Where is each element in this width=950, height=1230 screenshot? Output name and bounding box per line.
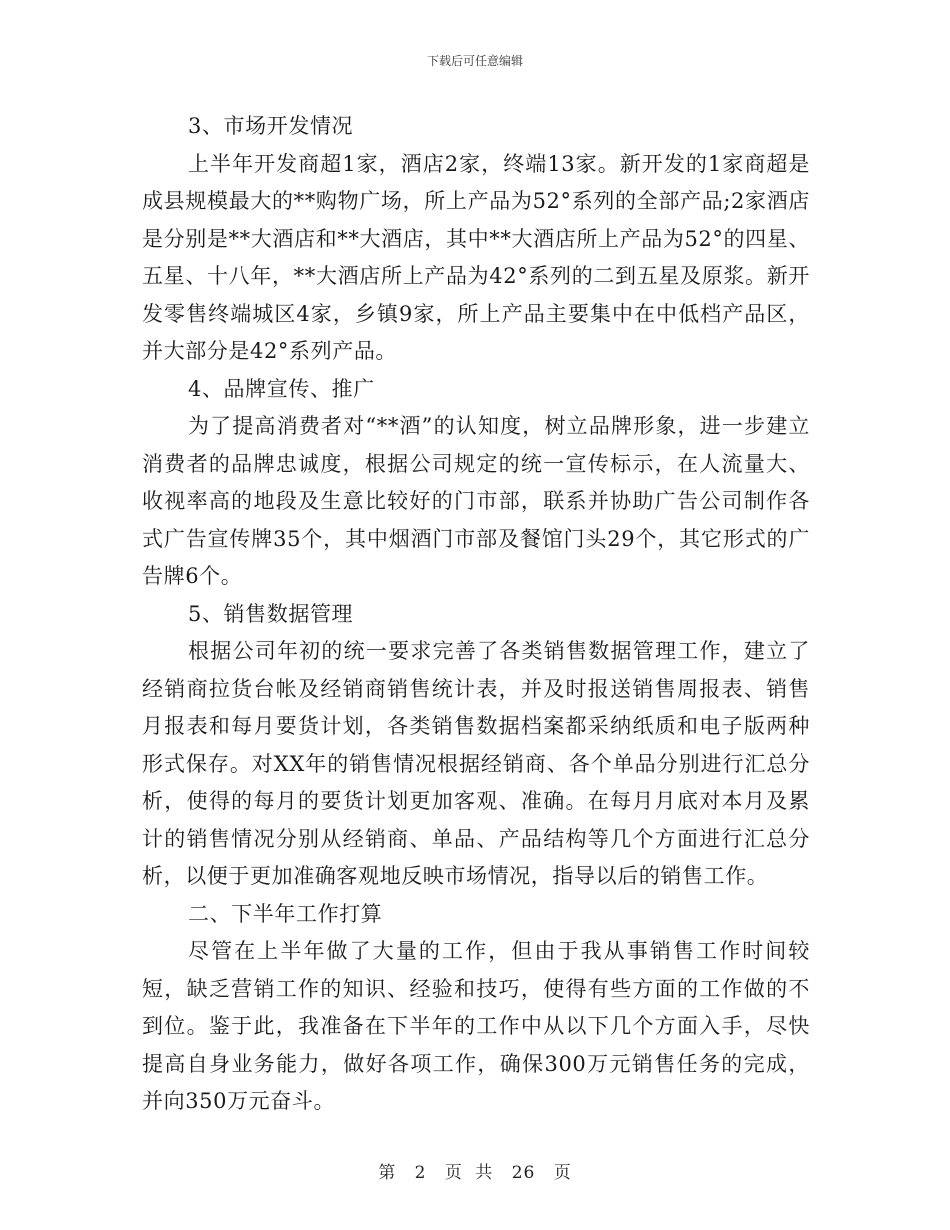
section-heading: 3、市场开发情况: [188, 114, 354, 138]
document-body: [142, 108, 810, 1121]
footer-total-pages: 26: [511, 1163, 536, 1183]
footer-prefix: 第: [378, 1163, 397, 1183]
footer-suffix: 页: [553, 1163, 572, 1183]
footer-middle: 页 共: [444, 1163, 494, 1183]
section-heading: 5、销售数据管理: [188, 601, 354, 626]
page-header-note: 下载后可任意编辑: [426, 54, 523, 68]
section-paragraph: 根据公司年初的统一要求完善了各类销售数据管理工作，建立了经销商拉货台帐及经销商销售统计表，并及时报送销售周报表、销售月报表和每月要货计划，各类销售数据档案都采纳纸质和电子版两种形式保存。对XX年的销售情况根据经销商、各个单品分别进行汇总分析，使得的每月的要货计划更加客观、准确。在每月月底对本月及累计的销售情况分别从经销商、单品、产品结构等几个方面进行汇总分析，以便于更加准确客观地反映市场情况，指导以后的销售工作。: [142, 639, 810, 888]
section-paragraph: 尽管在上半年做了大量的工作，但由于我从事销售工作时间较短，缺乏营销工作的知识、经验和技巧，使得有些方面的工作做的不到位。鉴于此，我准备在下半年的工作中从以下几个方面入手，尽快提高自身业务能力，做好各项工作，确保300万元销售任务的完成，并向350万元奋斗。: [142, 939, 810, 1113]
footer-page-number: 2: [414, 1163, 427, 1183]
section-heading: 二、下半年工作打算: [188, 901, 383, 926]
section-heading: 4、品牌宣传、推广: [188, 376, 375, 401]
page-footer: [0, 1158, 950, 1183]
section-paragraph: 上半年开发商超1家，酒店2家，终端13家。新开发的1家商超是成县规模最大的**购物广场，所上产品为52°系列的全部产品;2家酒店是分别是**大酒店和**大酒店，其中**大酒店所上产品为52°的四星、五星、十八年，**大酒店所上产品为42°系列的二到五星及原浆。新开发零售终端城区4家，乡镇9家，所上产品主要集中在中低档产品区，并大部分是42°系列产品。: [142, 151, 810, 363]
section-paragraph: 为了提高消费者对“**酒”的认知度，树立品牌形象，进一步建立消费者的品牌忠诚度，根据公司规定的统一宣传标示，在人流量大、收视率高的地段及生意比较好的门市部，联系并协助广告公司制作各式广告宣传牌35个，其中烟酒门市部及餐馆门头29个，其它形式的广告牌6个。: [142, 414, 810, 588]
